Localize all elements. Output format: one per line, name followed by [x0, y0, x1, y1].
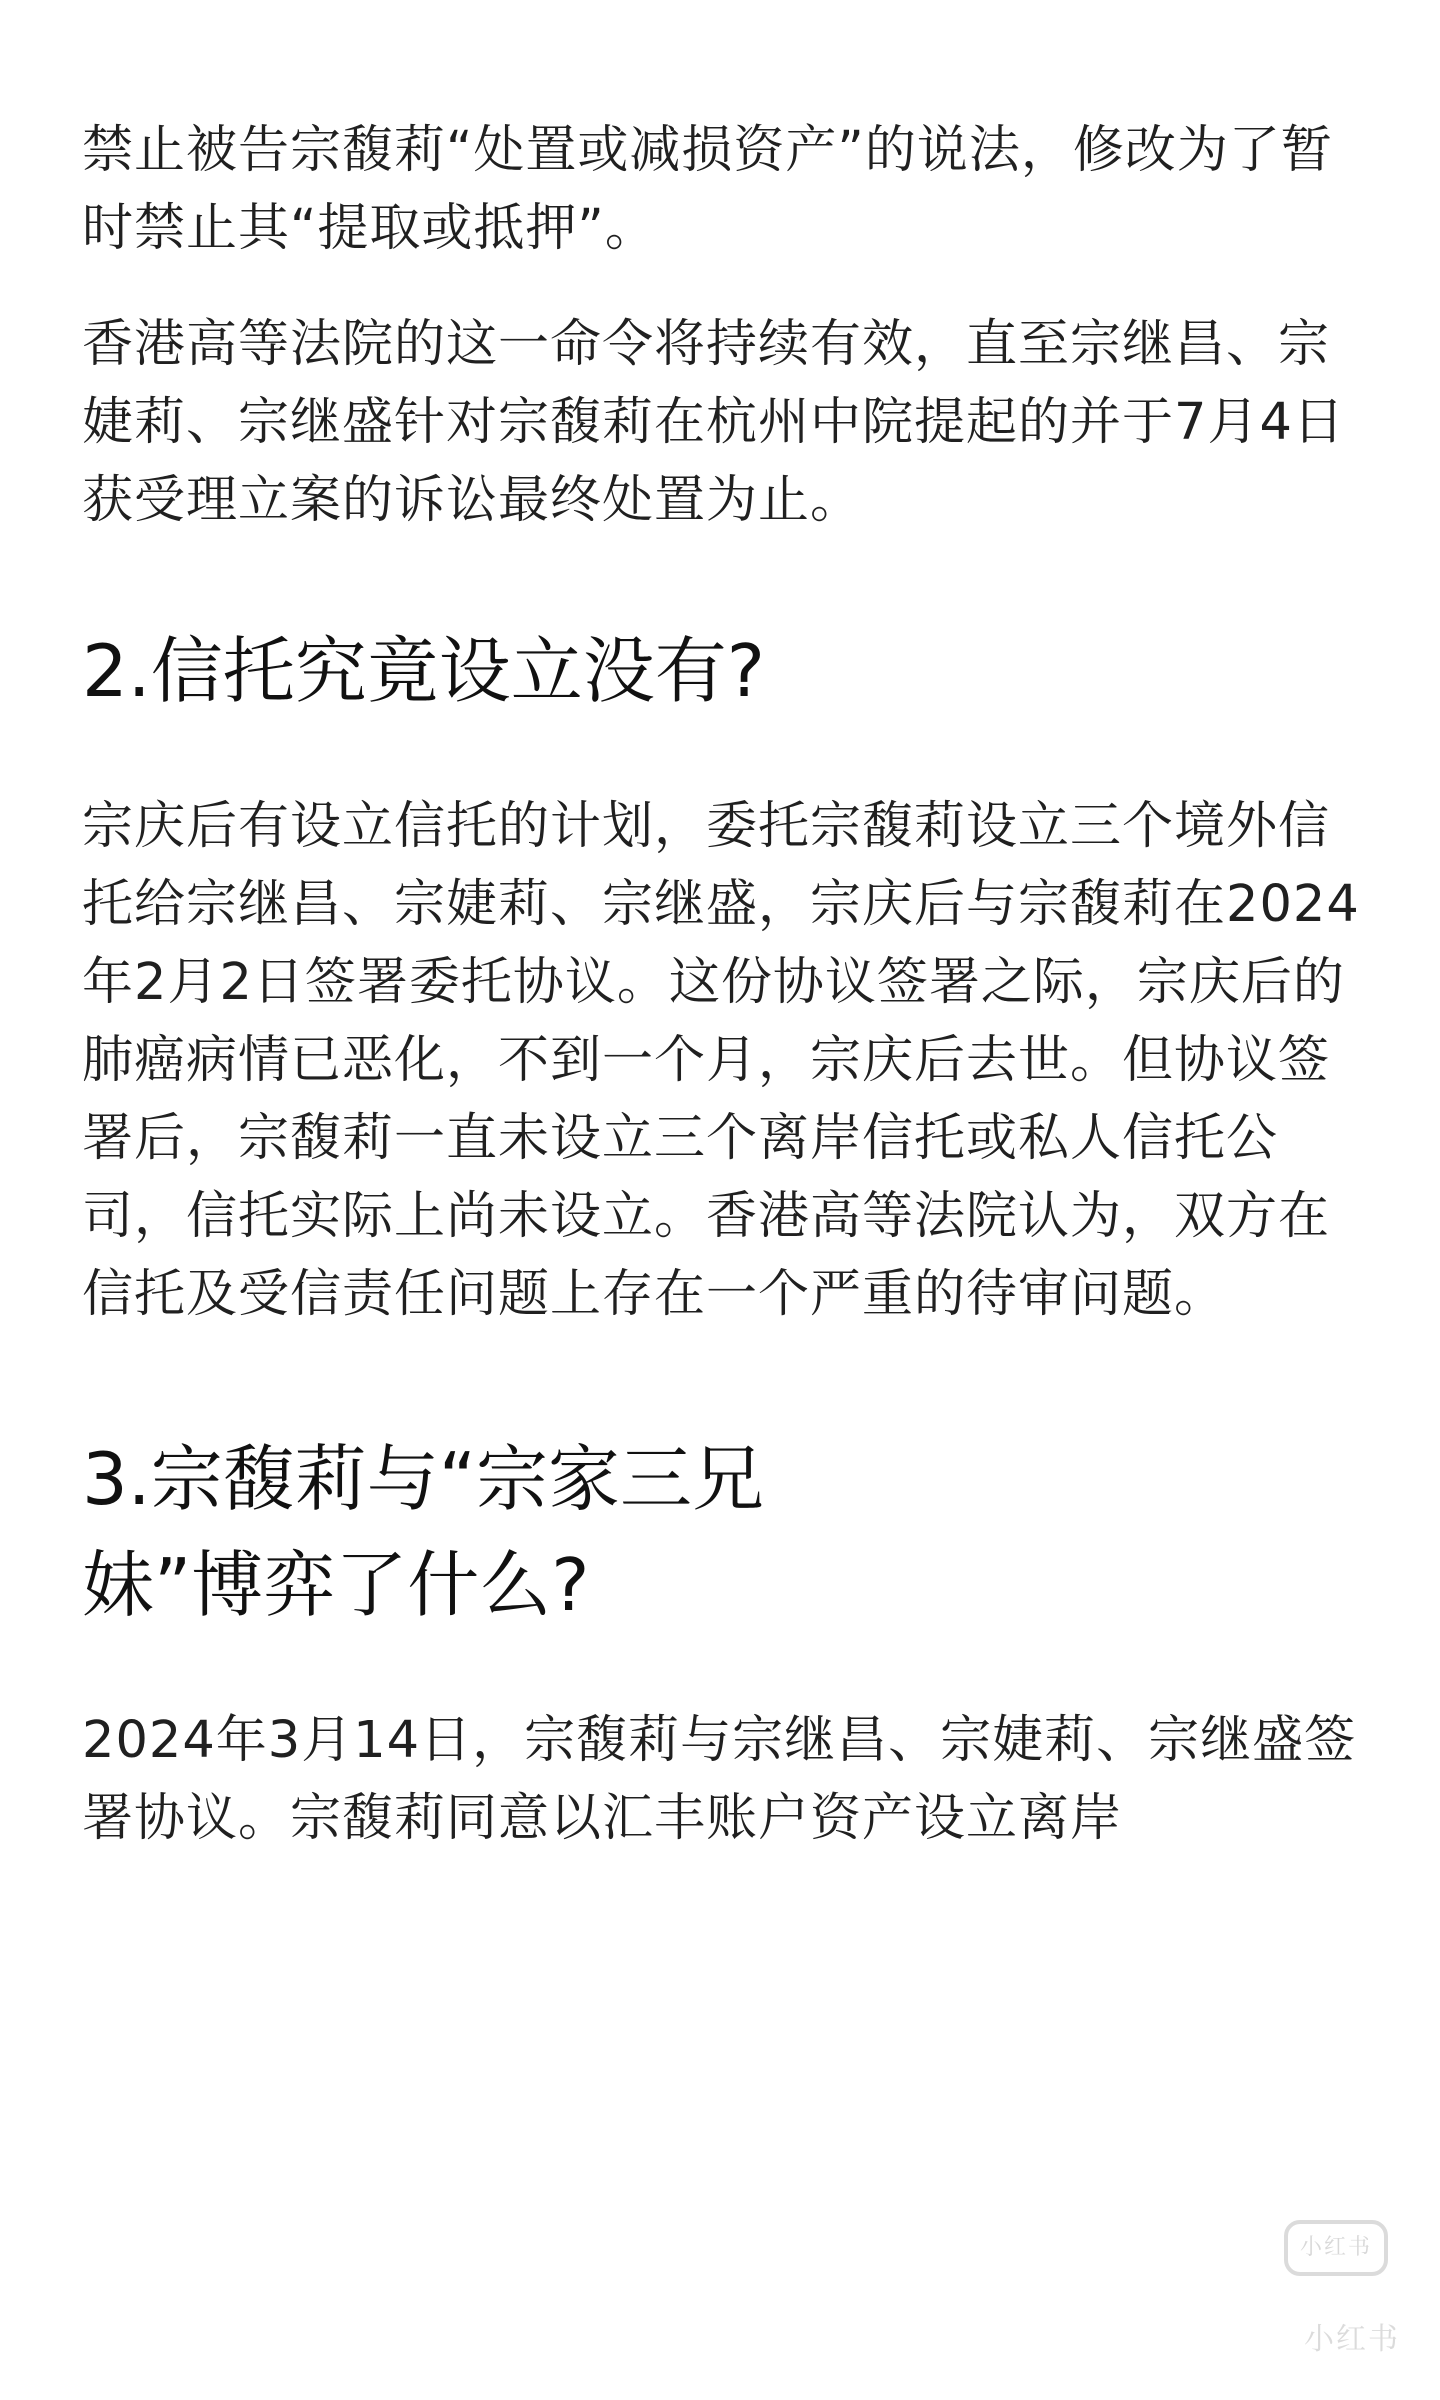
watermark [1160, 2220, 1400, 2370]
paragraph-court-order: 香港高等法院的这一命令将持续有效，直至宗继昌、宗婕莉、宗继盛针对宗馥莉在杭州中院提起的并于7月4日获受理立案的诉讼最终处置为止。 [82, 315, 1345, 530]
article-body [82, 112, 1372, 1858]
paragraph-agreement: 2024年3月14日，宗馥莉与宗继昌、宗婕莉、宗继盛签署协议。宗馥莉同意以汇丰账户资产设立离岸 [82, 1711, 1357, 1848]
paragraph-trust: 宗庆后有设立信托的计划，委托宗馥莉设立三个境外信托给宗继昌、宗婕莉、宗继盛，宗庆后与宗馥莉在2024年2月2日签署委托协议。这份协议签署之际，宗庆后的肺癌病情已恶化，不到一个月，宗庆后去世。但协议签署后，宗馥莉一直未设立三个离岸信托或私人信托公司，信托实际上尚未设立。香港高等法院认为，双方在信托及受信责任问题上存在一个严重的待审问题。 [82, 797, 1360, 1324]
section-heading-siblings: 3.宗馥莉与“宗家三兄妹”博弈了什么? [82, 1437, 764, 1627]
watermark-logo-icon: 小红书 [1284, 2220, 1388, 2276]
paragraph-injunction-wording: 禁止被告宗馥莉“处置或减损资产”的说法，修改为了暂时禁止其“提取或抵押”。 [82, 121, 1333, 258]
watermark-text: 小红书 [1304, 2322, 1400, 2357]
section-heading-trust: 2.信托究竟设立没有? [82, 629, 765, 713]
